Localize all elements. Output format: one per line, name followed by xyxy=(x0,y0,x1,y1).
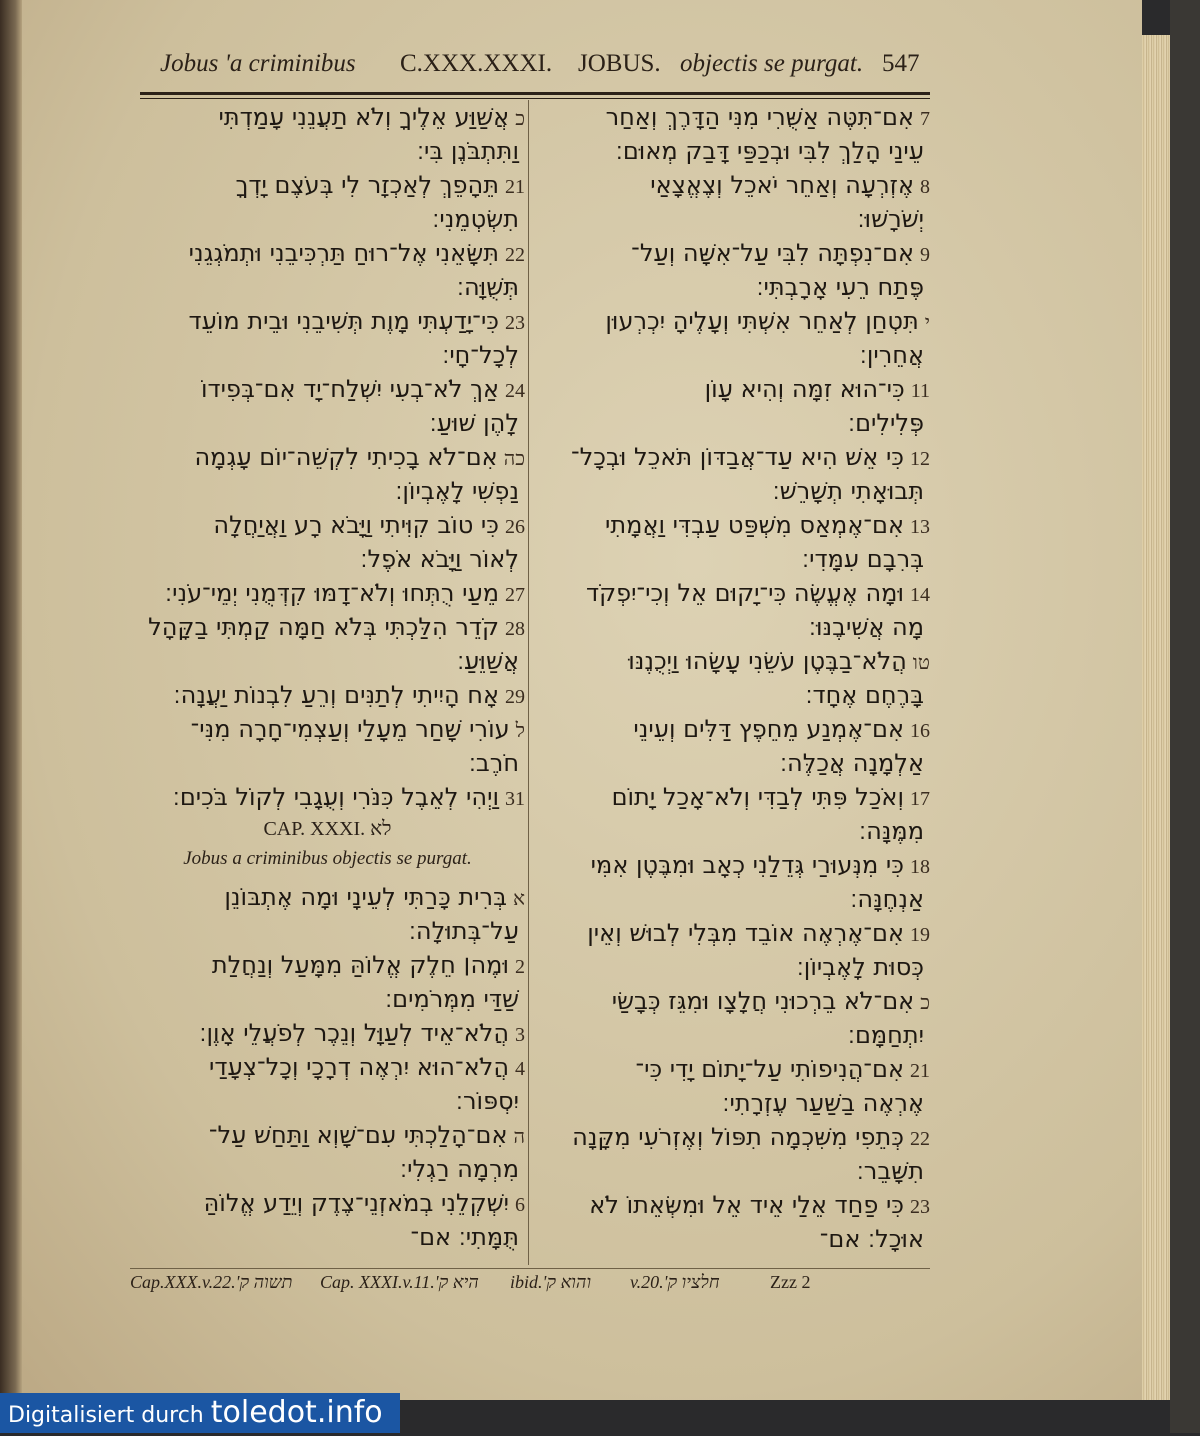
verse-line xyxy=(540,474,930,508)
verse-text: אַלְמָנָה אֲכַלֶּה׃ xyxy=(779,749,924,777)
verse-number: 21 xyxy=(910,1060,930,1082)
verse-line xyxy=(130,100,525,134)
verse-number: 4 xyxy=(515,1058,525,1080)
verse-line xyxy=(540,372,930,406)
verse-text: נַפְשִׁי לָאֶבְיוֹן׃ xyxy=(395,477,519,505)
column-divider xyxy=(528,100,529,1265)
verse-number: טו xyxy=(912,652,930,674)
verse-text: לְאוֹר וַיָּבֹא אֹפֶל׃ xyxy=(360,545,519,573)
verse-line xyxy=(540,848,930,882)
verse-line xyxy=(540,644,930,678)
verse-text: הֲלֹא־בַבֶּטֶן עֹשֵׂנִי עָשָׂהוּ וַיְכֻנֶנּוּ xyxy=(628,647,907,675)
verse-text: כִּי־יָדַעְתִּי מָוֶת תְּשִׁיבֵנִי וּבֵית מוֹעֵד xyxy=(188,307,499,335)
verse-text: בְּרִית כָּרַתִּי לְעֵינָי וּמָה אֶתְבּוֹנֵן xyxy=(224,883,507,911)
verse-text: יְשֹׁרָשׁוּ׃ xyxy=(857,205,924,233)
verse-number: 31 xyxy=(505,788,525,810)
verse-line xyxy=(130,168,525,202)
verse-text: בְּרִבָם עִמָּדִי׃ xyxy=(802,545,924,573)
signature-mark: Zzz 2 xyxy=(770,1272,811,1292)
verse-text: תִּשָּׂאֵנִי אֶל־רוּחַ תַּרְכִּיבֵנִי וּתְמֹגְגֵנִי xyxy=(188,239,499,267)
verse-text: אִם־לֹא בָכִיתִי לִקְשֵׁה־יוֹם עָגְמָה xyxy=(194,443,498,471)
verse-line xyxy=(540,134,930,168)
watermark-prefix: Digitalisiert durch xyxy=(8,1403,211,1428)
verse-text: תִשְׂטְמֵנִי׃ xyxy=(432,205,519,233)
verse-number: כ xyxy=(515,108,525,130)
verse-text: תֵּהָפֵךְ לְאַכְזָר לִי בְּעֹצֶם יָדְךָ xyxy=(235,171,499,199)
verse-line xyxy=(130,1152,525,1186)
verse-text: אֲחֵרִין׃ xyxy=(859,341,924,369)
book-cover-board xyxy=(1170,0,1200,1433)
footnote-1: Cap.XXX.v.22.'תשוה ק xyxy=(130,1272,293,1292)
header-chapter: C.XXX.XXXI. xyxy=(400,50,553,77)
verse-number: 18 xyxy=(910,856,930,878)
verse-line xyxy=(130,982,525,1016)
left-column-chapter-30 xyxy=(130,100,525,814)
verse-text: וּמֶה׀ חֵלֶק אֱלוֹהַּ מִמָּעַל וְנַחֲלַת xyxy=(211,951,509,979)
verse-text: וְאֹכַל פִּתִּי לְבַדִּי וְלֹא־אָכַל יָתוֹם xyxy=(611,783,904,811)
verse-number: 22 xyxy=(910,1128,930,1150)
verse-line xyxy=(540,508,930,542)
verse-line xyxy=(540,746,930,780)
verse-number: 2 xyxy=(515,956,525,978)
verse-text: עוֹרִי שָׁחַר מֵעָלַי וְעַצְמִי־חָרָה מִנִּי־ xyxy=(190,715,510,743)
verse-number: 23 xyxy=(910,1196,930,1218)
verse-text: מִמֶּנָּה׃ xyxy=(859,817,924,845)
verse-text: מִרְמָה רַגְלִי׃ xyxy=(400,1155,519,1183)
verse-text: אִם־תִּטֶּה אַשֻּׁרִי מִנִּי הַדָּרֶךְ וְאַחַר xyxy=(605,103,914,131)
verse-line xyxy=(540,168,930,202)
verse-line xyxy=(540,1018,930,1052)
verse-line xyxy=(130,474,525,508)
verse-line xyxy=(540,1154,930,1188)
verse-number: א xyxy=(512,888,525,910)
page-number: 547 xyxy=(882,50,920,77)
verse-line xyxy=(540,984,930,1018)
footnote-2: Cap. XXXI.v.11.'היא ק xyxy=(320,1272,479,1292)
verse-line xyxy=(130,644,525,678)
book-spine-left xyxy=(0,0,22,1433)
verse-text: יִסְפּוֹר׃ xyxy=(455,1087,519,1115)
verse-text: אָח הָיִיתִי לְתַנִּים וְרֵעַ לִבְנוֹת יַעֲנָה׃ xyxy=(173,681,499,709)
verse-text: כִּי־הוּא זִמָּה וְהִיא עָוֹן xyxy=(704,375,905,403)
verse-text: אֶרְאֶה בַשַּׁעַר עֶזְרָתִי׃ xyxy=(722,1089,924,1117)
verse-line xyxy=(130,406,525,440)
verse-text: וַתִּתְבֹּנֶן בִּי׃ xyxy=(416,137,519,165)
header-left-title: Jobus 'a criminibus xyxy=(160,50,356,77)
verse-line xyxy=(130,440,525,474)
verse-text: תִּטְחַן לְאַחֵר אִשְׁתִּי וְעָלֶיהָ יִכְרְעוּן xyxy=(605,307,919,335)
footnote-4: v.20.'חלציו ק xyxy=(630,1272,720,1292)
verse-text: כִּי טוֹב קִוִּיתִי וַיָּבֹא רָע וַאֲיַחֲלָה xyxy=(213,511,499,539)
verse-line xyxy=(540,678,930,712)
verse-text: פֶּתַח רֵעִי אָרָבְתִּי׃ xyxy=(756,273,924,301)
digitization-watermark xyxy=(0,1393,400,1433)
verse-line xyxy=(130,270,525,304)
verse-text: לָהֶן שׁוּעַ׃ xyxy=(429,409,519,437)
verse-text: אֲשַׁוֵּעַ׃ xyxy=(457,647,519,675)
verse-number: 3 xyxy=(515,1024,525,1046)
verse-text: עַל־בְּתוּלָה׃ xyxy=(408,917,519,945)
verse-text: עֵינַי הָלַךְ לִבִּי וּבְכַפַּי דָּבַק מְאוּם׃ xyxy=(615,137,924,165)
verse-number: 24 xyxy=(505,380,525,402)
verse-line xyxy=(540,1222,930,1256)
header-rule xyxy=(140,92,930,95)
verse-line xyxy=(540,440,930,474)
verse-text: אִם־לֹא בֵרְכוּנִי חֲלָצָו וּמִגֵּז כְּבָשַׂי xyxy=(611,987,915,1015)
verse-line xyxy=(130,880,525,914)
verse-line xyxy=(130,372,525,406)
verse-line xyxy=(130,914,525,948)
verse-line xyxy=(130,1220,525,1254)
verse-text: הֲלֹא־הוּא יִרְאֶה דְרָכָי וְכָל־צְעָדַי xyxy=(208,1053,509,1081)
verse-text: שַׁדַּי מִמְּרֹמִים׃ xyxy=(385,985,519,1013)
verse-number: כ xyxy=(920,992,930,1014)
left-column-chapter-31 xyxy=(130,880,525,1254)
verse-text: תְּשֻׁוָּה׃ xyxy=(456,273,519,301)
verse-line xyxy=(130,1050,525,1084)
verse-line xyxy=(130,610,525,644)
verse-line xyxy=(130,1084,525,1118)
verse-line xyxy=(540,814,930,848)
verse-line xyxy=(540,1120,930,1154)
verse-line xyxy=(540,270,930,304)
verse-text: אֲשַׁוַּע אֵלֶיךָ וְלֹא תַעֲנֵנִי עָמַדְתִּי xyxy=(218,103,510,131)
header-book-name: JOBUS. xyxy=(578,50,661,77)
verse-text: אַנְחֶנָּה׃ xyxy=(850,885,924,913)
verse-text: מֵעַי רֻתְּחוּ וְלֹא־דָמּוּ קִדְּמֻנִי יְמֵי־עֹנִי׃ xyxy=(165,579,499,607)
verse-line xyxy=(540,542,930,576)
verse-text: אִם־הָלַכְתִּי עִם־שָׁוְא וַתַּחַשׁ עַל־ xyxy=(208,1121,508,1149)
verse-text: בָּרֶחֶם אֶחָד׃ xyxy=(805,681,924,709)
verse-line xyxy=(130,576,525,610)
verse-line xyxy=(130,1186,525,1220)
verse-text: אִם־אֶרְאֶה אוֹבֵד מִבְּלִי לְבוּשׁ וְאֵין xyxy=(587,919,904,947)
chapter-subtitle: Jobus a criminibus objectis se purgat. xyxy=(183,848,472,869)
verse-text: הֲלֹא־אֵיד לְעַוָּל וְנֵכֶר לְפֹעֲלֵי אָוֶן׃ xyxy=(199,1019,509,1047)
verse-text: חֹרֶב׃ xyxy=(468,749,519,777)
verse-line xyxy=(130,542,525,576)
verse-line xyxy=(130,202,525,236)
verse-line xyxy=(130,508,525,542)
verse-text: כְּסוּת לָאֶבְיוֹן׃ xyxy=(796,953,924,981)
verse-number: 16 xyxy=(910,720,930,742)
verse-line xyxy=(130,236,525,270)
verse-text: אֶזְרְעָה וְאַחֵר יֹאכֵל וְצֶאֱצָאַי xyxy=(650,171,914,199)
header-right-title: objectis se purgat. xyxy=(680,50,864,77)
verse-text: תְּבוּאָתִי תְשָׁרֵשׁ׃ xyxy=(772,477,924,505)
verse-line xyxy=(540,610,930,644)
verse-line xyxy=(540,202,930,236)
verse-line xyxy=(130,134,525,168)
verse-number: 13 xyxy=(910,516,930,538)
verse-line xyxy=(130,1016,525,1050)
verse-line xyxy=(130,746,525,780)
verse-number: 6 xyxy=(515,1194,525,1216)
verse-text: כִּי פַחַד אֵלַי אֵיד אֵל וּמִשְּׂאֵתוֹ לֹא xyxy=(589,1191,904,1219)
right-text-column xyxy=(540,100,930,1256)
verse-line xyxy=(130,338,525,372)
verse-line xyxy=(540,338,930,372)
watermark-brand: toledot.info xyxy=(210,1395,383,1430)
verse-text: יִתְחַמָּם׃ xyxy=(847,1021,924,1049)
verse-line xyxy=(540,882,930,916)
verse-text: פְּלִילִים׃ xyxy=(847,409,924,437)
verse-number: 23 xyxy=(505,312,525,334)
verse-line xyxy=(130,948,525,982)
verse-line xyxy=(130,678,525,712)
verse-number: 29 xyxy=(505,686,525,708)
verse-text: אִם־נִפְתָּה לִבִּי עַל־אִשָּׁה וְעַל־ xyxy=(631,239,914,267)
verse-line xyxy=(540,1052,930,1086)
verse-number: 28 xyxy=(505,618,525,640)
verse-number: 21 xyxy=(505,176,525,198)
verse-line xyxy=(130,712,525,746)
verse-line xyxy=(130,780,525,814)
left-text-column xyxy=(130,100,525,1254)
verse-number: 19 xyxy=(910,924,930,946)
verse-number: 7 xyxy=(920,108,930,130)
running-header xyxy=(160,50,940,86)
verse-text: וַיְהִי לְאֵבֶל כִּנֹּרִי וְעֻגָבִי לְקוֹל בֹּכִים׃ xyxy=(172,783,499,811)
verse-line xyxy=(540,100,930,134)
verse-text: וּמָה אֶעֱשֶׂה כִּי־יָקוּם אֵל וְכִי־יִפְקֹד xyxy=(585,579,904,607)
footnote-3: ibid.'והוא ק xyxy=(510,1272,592,1292)
verse-text: תִשָּׁבֵר׃ xyxy=(856,1157,924,1185)
verse-text: תֻּמָּתִי׃ אם־ xyxy=(410,1223,519,1251)
verse-number: כה xyxy=(503,448,525,470)
verse-number: 17 xyxy=(910,788,930,810)
verse-line xyxy=(540,236,930,270)
verse-number: 14 xyxy=(910,584,930,606)
verse-line xyxy=(540,1086,930,1120)
verse-line xyxy=(540,1188,930,1222)
verse-text: כִּי מִנְּעוּרַי גְּדֵלַנִי כְאָב וּמִבֶּטֶן אִמִּי xyxy=(590,851,904,879)
verse-text: כְּתֵפִי מִשִּׁכְמָה תִפּוֹל וְאֶזְרֹעִי מִקָּנָה xyxy=(572,1123,904,1151)
chapter-heading: CAP. XXXI. לא xyxy=(263,818,392,840)
verse-number: ל xyxy=(515,720,525,742)
verse-line xyxy=(540,712,930,746)
verse-number: 11 xyxy=(910,380,930,402)
verse-line xyxy=(540,406,930,440)
verse-text: לְכָל־חָי׃ xyxy=(442,341,519,369)
verse-number: 26 xyxy=(505,516,525,538)
footer-rule xyxy=(130,1268,930,1269)
verse-number: 22 xyxy=(505,244,525,266)
verse-number: 9 xyxy=(920,244,930,266)
verse-line xyxy=(540,916,930,950)
footnotes xyxy=(130,1272,930,1302)
verse-text: אִם־אֶמְאַס מִשְׁפַּט עַבְדִּי וַאֲמָתִי xyxy=(605,511,904,539)
verse-line xyxy=(540,304,930,338)
verse-line xyxy=(540,950,930,984)
verse-text: כִּי אֵשׁ הִיא עַד־אֲבַדּוֹן תֹּאכֵל וּבְכָל־ xyxy=(570,443,904,471)
verse-number: 8 xyxy=(920,176,930,198)
verse-text: מָה אֲשִׁיבֶנּוּ׃ xyxy=(808,613,924,641)
verse-number: 12 xyxy=(910,448,930,470)
verse-line xyxy=(540,576,930,610)
verse-text: אוּכָל׃ אם־ xyxy=(819,1225,924,1253)
verse-line xyxy=(130,1118,525,1152)
verse-line xyxy=(540,780,930,814)
verse-line xyxy=(130,304,525,338)
verse-text: קֹדֵר הִלַּכְתִּי בְּלֹא חַמָּה קַמְתִּי בַקָּהָל xyxy=(148,613,499,641)
header-rule-thin xyxy=(140,98,930,99)
verse-number: ה xyxy=(513,1126,525,1148)
verse-text: אִם־אֶמְנַע מֵחֵפֶץ דַּלִּים וְעֵינֵי xyxy=(633,715,904,743)
verse-number: 27 xyxy=(505,584,525,606)
verse-text: אַךְ לֹא־בְעִי יִשְׁלַח־יָד אִם־בְּפִידוֹ xyxy=(201,375,499,403)
verse-text: אִם־הֲנִיפוֹתִי עַל־יָתוֹם יָדִי כִּי־ xyxy=(635,1055,904,1083)
verse-text: יִשְׁקְלֵנִי בְמֹאזְנֵי־צֶדֶק וְיֵדַע אֱלוֹהַּ xyxy=(203,1189,509,1217)
verse-number: י xyxy=(924,312,930,334)
